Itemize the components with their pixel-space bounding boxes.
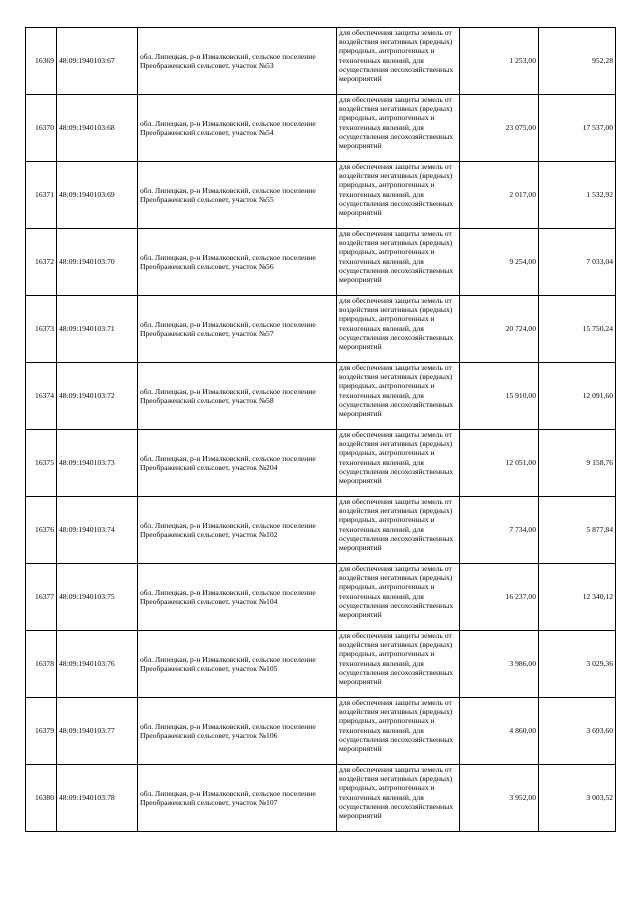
- area-value: 16 237,00: [505, 592, 536, 602]
- cadastral-number-cell: [57, 28, 138, 95]
- row-number: 16370: [35, 123, 54, 133]
- table-row: [26, 363, 616, 430]
- cadastral-value-cell: [539, 296, 616, 363]
- area-value-cell: [460, 229, 539, 296]
- cadastral-number-cell: [57, 631, 138, 698]
- cadastral-value-cell: [539, 162, 616, 229]
- permitted-use-cell: [337, 698, 460, 765]
- permitted-use: для обеспечения защиты земель от воздействия негативных (вредных) природных, антропогенных и техногенных явлений, для осуществления лесохозяйственных мероприятий: [339, 564, 454, 620]
- area-value: 9 254,00: [509, 257, 536, 267]
- row-number-cell: [26, 95, 57, 162]
- cadastral-number-cell: [57, 564, 138, 631]
- cadastral-value-cell: [539, 229, 616, 296]
- cadastral-value-cell: [539, 631, 616, 698]
- cadastral-number-cell: [57, 95, 138, 162]
- address-cell: [138, 363, 337, 430]
- row-number: 16374: [35, 391, 54, 401]
- address-cell: [138, 497, 337, 564]
- row-number: 16372: [35, 257, 54, 267]
- permitted-use-cell: [337, 497, 460, 564]
- address-cell: [138, 430, 337, 497]
- cadastral-value-cell: [539, 363, 616, 430]
- cadastral-number-cell: [57, 162, 138, 229]
- cadastral-value-cell: [539, 28, 616, 95]
- permitted-use-cell: [337, 296, 460, 363]
- address: обл. Липецкая, р-н Измалковский, сельское поселение Преображенский сельсовет, участок №57: [140, 319, 316, 338]
- area-value-cell: [460, 631, 539, 698]
- area-value-cell: [460, 497, 539, 564]
- cadastral-value: 7 033,04: [586, 257, 613, 267]
- area-value-cell: [460, 363, 539, 430]
- address: обл. Липецкая, р-н Измалковский, сельское поселение Преображенский сельсовет, участок №204: [140, 453, 316, 472]
- area-value: 3 952,00: [509, 793, 536, 803]
- cadastral-number: 48:09:1940103:70: [59, 257, 115, 267]
- table-row: [26, 229, 616, 296]
- row-number-cell: [26, 698, 57, 765]
- permitted-use-cell: [337, 28, 460, 95]
- area-value: 12 051,00: [505, 458, 536, 468]
- row-number-cell: [26, 162, 57, 229]
- cadastral-value: 12 340,12: [582, 592, 613, 602]
- address: обл. Липецкая, р-н Измалковский, сельское поселение Преображенский сельсовет, участок №107: [140, 788, 316, 807]
- permitted-use-cell: [337, 765, 460, 832]
- area-value: 7 734,00: [509, 525, 536, 535]
- cadastral-number: 48:09:1940103:77: [59, 726, 115, 736]
- cadastral-number-cell: [57, 698, 138, 765]
- cadastral-number: 48:09:1940103:71: [59, 324, 115, 334]
- row-number-cell: [26, 497, 57, 564]
- cadastral-number-cell: [57, 229, 138, 296]
- row-number: 16376: [35, 525, 54, 535]
- row-number: 16380: [35, 793, 54, 803]
- cadastral-number: 48:09:1940103:73: [59, 458, 115, 468]
- address-cell: [138, 28, 337, 95]
- cadastral-number: 48:09:1940103:74: [59, 525, 115, 535]
- row-number-cell: [26, 296, 57, 363]
- address: обл. Липецкая, р-н Измалковский, сельское поселение Преображенский сельсовет, участок №54: [140, 118, 316, 137]
- cadastral-number: 48:09:1940103:75: [59, 592, 115, 602]
- area-value: 20 724,00: [505, 324, 536, 334]
- cadastral-value-cell: [539, 95, 616, 162]
- cadastral-value-cell: [539, 564, 616, 631]
- table-row: [26, 430, 616, 497]
- cadastral-value: 5 877,84: [586, 525, 613, 535]
- permitted-use-cell: [337, 631, 460, 698]
- row-number: 16369: [35, 56, 54, 66]
- cadastral-number: 48:09:1940103:72: [59, 391, 115, 401]
- cadastral-number-cell: [57, 430, 138, 497]
- cadastral-value: 952,28: [592, 56, 613, 66]
- cadastral-number: 48:09:1940103:67: [59, 56, 115, 66]
- permitted-use-cell: [337, 162, 460, 229]
- area-value: 1 253,00: [509, 56, 536, 66]
- cadastral-value-cell: [539, 497, 616, 564]
- cadastral-number-cell: [57, 363, 138, 430]
- area-value-cell: [460, 765, 539, 832]
- registry-body: [26, 28, 616, 832]
- area-value: 15 910,00: [505, 391, 536, 401]
- table-row: [26, 95, 616, 162]
- area-value-cell: [460, 564, 539, 631]
- cadastral-value: 3 029,36: [586, 659, 613, 669]
- permitted-use: для обеспечения защиты земель от воздействия негативных (вредных) природных, антропогенных и техногенных явлений, для осуществления лесохозяйственных мероприятий: [339, 363, 454, 419]
- cadastral-value: 12 091,60: [582, 391, 613, 401]
- address: обл. Липецкая, р-н Измалковский, сельское поселение Преображенский сельсовет, участок №105: [140, 654, 316, 673]
- address: обл. Липецкая, р-н Измалковский, сельское поселение Преображенский сельсовет, участок №53: [140, 51, 316, 70]
- cadastral-number: 48:09:1940103:69: [59, 190, 115, 200]
- cadastral-value: 3 693,60: [586, 726, 613, 736]
- row-number: 16375: [35, 458, 54, 468]
- table-row: [26, 28, 616, 95]
- address-cell: [138, 296, 337, 363]
- permitted-use-cell: [337, 363, 460, 430]
- row-number: 16378: [35, 659, 54, 669]
- permitted-use: для обеспечения защиты земель от воздействия негативных (вредных) природных, антропогенных и техногенных явлений, для осуществления лесохозяйственных мероприятий: [339, 497, 454, 553]
- cadastral-value-cell: [539, 765, 616, 832]
- address-cell: [138, 765, 337, 832]
- cadastral-value: 15 750,24: [582, 324, 613, 334]
- permitted-use: для обеспечения защиты земель от воздействия негативных (вредных) природных, антропогенных и техногенных явлений, для осуществления лесохозяйственных мероприятий: [339, 95, 454, 151]
- permitted-use: для обеспечения защиты земель от воздействия негативных (вредных) природных, антропогенных и техногенных явлений, для осуществления лесохозяйственных мероприятий: [339, 28, 454, 84]
- address: обл. Липецкая, р-н Измалковский, сельское поселение Преображенский сельсовет, участок №104: [140, 587, 316, 606]
- row-number-cell: [26, 28, 57, 95]
- cadastral-number: 48:09:1940103:78: [59, 793, 115, 803]
- area-value: 2 017,00: [509, 190, 536, 200]
- area-value: 4 860,00: [509, 726, 536, 736]
- table-row: [26, 296, 616, 363]
- permitted-use: для обеспечения защиты земель от воздействия негативных (вредных) природных, антропогенных и техногенных явлений, для осуществления лесохозяйственных мероприятий: [339, 430, 454, 486]
- row-number-cell: [26, 631, 57, 698]
- permitted-use-cell: [337, 430, 460, 497]
- permitted-use-cell: [337, 564, 460, 631]
- permitted-use: для обеспечения защиты земель от воздействия негативных (вредных) природных, антропогенных и техногенных явлений, для осуществления лесохозяйственных мероприятий: [339, 765, 454, 821]
- permitted-use-cell: [337, 95, 460, 162]
- cadastral-value-cell: [539, 698, 616, 765]
- cadastral-number-cell: [57, 765, 138, 832]
- row-number-cell: [26, 229, 57, 296]
- area-value-cell: [460, 296, 539, 363]
- area-value-cell: [460, 95, 539, 162]
- row-number-cell: [26, 430, 57, 497]
- permitted-use: для обеспечения защиты земель от воздействия негативных (вредных) природных, антропогенных и техногенных явлений, для осуществления лесохозяйственных мероприятий: [339, 631, 454, 687]
- table-row: [26, 631, 616, 698]
- area-value-cell: [460, 430, 539, 497]
- address-cell: [138, 229, 337, 296]
- address: обл. Липецкая, р-н Измалковский, сельское поселение Преображенский сельсовет, участок №102: [140, 520, 316, 539]
- row-number-cell: [26, 363, 57, 430]
- address: обл. Липецкая, р-н Измалковский, сельское поселение Преображенский сельсовет, участок №56: [140, 252, 316, 271]
- address-cell: [138, 564, 337, 631]
- cadastral-value: 3 003,52: [586, 793, 613, 803]
- table-row: [26, 698, 616, 765]
- permitted-use-cell: [337, 229, 460, 296]
- row-number: 16371: [35, 190, 54, 200]
- cadastral-number-cell: [57, 296, 138, 363]
- address-cell: [138, 698, 337, 765]
- table-row: [26, 765, 616, 832]
- permitted-use: для обеспечения защиты земель от воздействия негативных (вредных) природных, антропогенных и техногенных явлений, для осуществления лесохозяйственных мероприятий: [339, 296, 454, 352]
- area-value-cell: [460, 162, 539, 229]
- cadastral-value: 1 532,92: [586, 190, 613, 200]
- row-number: 16377: [35, 592, 54, 602]
- address: обл. Липецкая, р-н Измалковский, сельское поселение Преображенский сельсовет, участок №106: [140, 721, 316, 740]
- cadastral-value: 17 537,00: [582, 123, 613, 133]
- permitted-use: для обеспечения защиты земель от воздействия негативных (вредных) природных, антропогенных и техногенных явлений, для осуществления лесохозяйственных мероприятий: [339, 229, 454, 285]
- area-value-cell: [460, 698, 539, 765]
- cadastral-number: 48:09:1940103:68: [59, 123, 115, 133]
- row-number: 16373: [35, 324, 54, 334]
- row-number-cell: [26, 564, 57, 631]
- permitted-use: для обеспечения защиты земель от воздействия негативных (вредных) природных, антропогенных и техногенных явлений, для осуществления лесохозяйственных мероприятий: [339, 162, 454, 218]
- permitted-use: для обеспечения защиты земель от воздействия негативных (вредных) природных, антропогенных и техногенных явлений, для осуществления лесохозяйственных мероприятий: [339, 698, 454, 754]
- area-value-cell: [460, 28, 539, 95]
- area-value: 23 075,00: [505, 123, 536, 133]
- table-row: [26, 497, 616, 564]
- cadastral-number-cell: [57, 497, 138, 564]
- table-row: [26, 162, 616, 229]
- row-number: 16379: [35, 726, 54, 736]
- address: обл. Липецкая, р-н Измалковский, сельское поселение Преображенский сельсовет, участок №58: [140, 386, 316, 405]
- address-cell: [138, 162, 337, 229]
- land-registry-table: [25, 27, 616, 832]
- address-cell: [138, 631, 337, 698]
- area-value: 3 986,00: [509, 659, 536, 669]
- address-cell: [138, 95, 337, 162]
- cadastral-value-cell: [539, 430, 616, 497]
- cadastral-number: 48:09:1940103:76: [59, 659, 115, 669]
- row-number-cell: [26, 765, 57, 832]
- cadastral-value: 9 158,76: [586, 458, 613, 468]
- address: обл. Липецкая, р-н Измалковский, сельское поселение Преображенский сельсовет, участок №55: [140, 185, 316, 204]
- table-row: [26, 564, 616, 631]
